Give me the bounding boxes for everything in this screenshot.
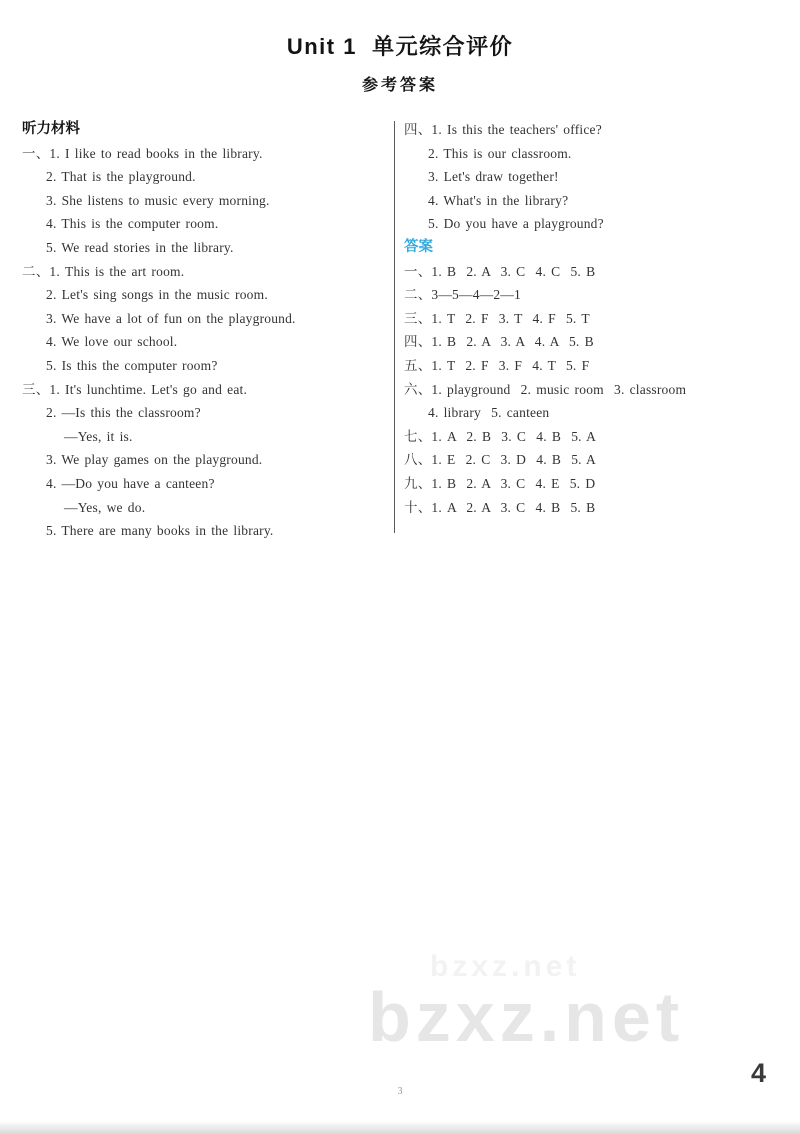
listening-line: 4. —Do you have a canteen? bbox=[46, 475, 215, 491]
listening-line: 4. What's in the library? bbox=[428, 192, 569, 208]
listening-line: 二、1. This is the art room. bbox=[22, 263, 185, 279]
listening-line: 4. This is the computer room. bbox=[46, 216, 219, 232]
listening-line: —Yes, we do. bbox=[64, 499, 146, 515]
footer-page-number: 3 bbox=[397, 1086, 403, 1097]
listening-line: 3. We have a lot of fun on the playground. bbox=[46, 310, 296, 326]
listening-heading: 听力材料 bbox=[22, 121, 80, 137]
watermark-echo: bzxz.net bbox=[430, 950, 581, 983]
answer-line: 四、1. B 2. A 3. A 4. A 5. B bbox=[404, 334, 594, 350]
listening-lines bbox=[22, 142, 394, 543]
listening-line: 5. We read stories in the library. bbox=[46, 239, 234, 255]
listening-lines-continued bbox=[404, 118, 790, 236]
listening-line: 3. Let's draw together! bbox=[428, 169, 559, 185]
answer-line: 一、1. B 2. A 3. C 4. C 5. B bbox=[404, 263, 596, 279]
watermark: bzxz.net bbox=[368, 978, 685, 1056]
answer-line: 十、1. A 2. A 3. C 4. B 5. B bbox=[404, 499, 596, 515]
listening-column bbox=[22, 118, 394, 543]
listening-line: 四、1. Is this the teachers' office? bbox=[404, 122, 602, 137]
listening-line: 三、1. It's lunchtime. Let's go and eat. bbox=[22, 381, 248, 397]
answers-column bbox=[395, 118, 790, 519]
listening-line: 5. Do you have a playground? bbox=[428, 216, 604, 232]
listening-line: 5. There are many books in the library. bbox=[46, 523, 274, 539]
listening-line: 2. That is the playground. bbox=[46, 169, 196, 185]
content-columns bbox=[22, 118, 790, 543]
answer-line: 4. library 5. canteen bbox=[428, 405, 550, 421]
listening-line: 2. —Is this the classroom? bbox=[46, 405, 201, 421]
listening-line: 4. We love our school. bbox=[46, 334, 178, 350]
page-subtitle: 参考答案 bbox=[361, 77, 438, 94]
listening-line: 2. This is our classroom. bbox=[428, 145, 572, 161]
answer-line: 八、1. E 2. C 3. D 4. B 5. A bbox=[404, 452, 597, 468]
answer-line: 六、1. playground 2. music room 3. classroom bbox=[404, 381, 687, 397]
listening-line: 3. She listens to music every morning. bbox=[46, 192, 270, 208]
answers-heading: 答案 bbox=[404, 238, 433, 255]
listening-line: 5. Is this the computer room? bbox=[46, 357, 218, 373]
answer-line: 三、1. T 2. F 3. T 4. F 5. T bbox=[404, 310, 590, 326]
listening-line: —Yes, it is. bbox=[64, 428, 133, 444]
listening-line: 3. We play games on the playground. bbox=[46, 452, 263, 468]
answer-line: 七、1. A 2. B 3. C 4. B 5. A bbox=[404, 428, 597, 444]
page-bottom-edge bbox=[0, 1122, 800, 1134]
page-title: Unit 1 单元综合评价 bbox=[286, 34, 514, 59]
answer-line: 五、1. T 2. F 3. F 4. T 5. F bbox=[404, 357, 590, 373]
answer-line: 二、3—5—4—2—1 bbox=[404, 287, 521, 303]
listening-line: 一、1. I like to read books in the library. bbox=[22, 145, 263, 161]
answer-line: 九、1. B 2. A 3. C 4. E 5. D bbox=[404, 475, 596, 491]
answer-lines bbox=[404, 260, 790, 520]
listening-line: 2. Let's sing songs in the music room. bbox=[46, 287, 268, 303]
corner-page-number: 4 bbox=[750, 1058, 766, 1088]
